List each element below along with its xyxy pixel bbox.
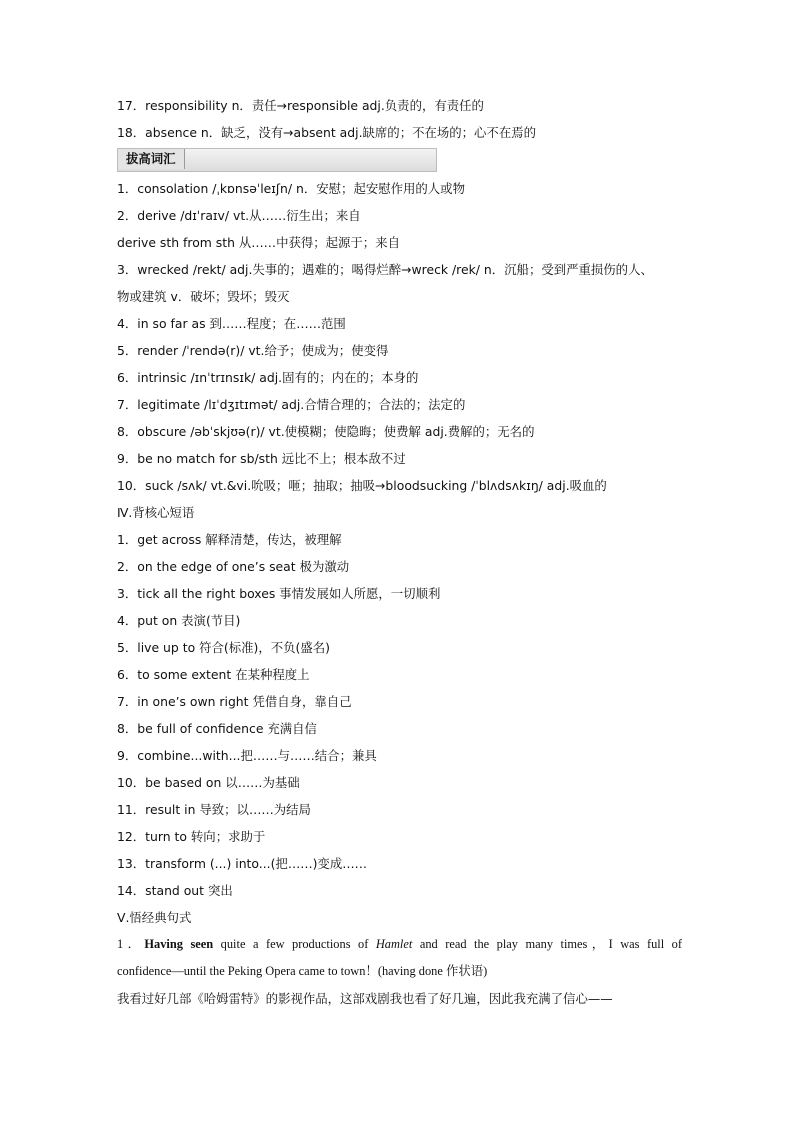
phrase-line: 2．on the edge of one’s seat 极为激动 (117, 559, 350, 574)
vocab-line: 2．derive /dɪˈraɪv/ vt.从……衍生出；来自 (117, 208, 361, 223)
phrase-line: 6．to some extent 在某种程度上 (117, 667, 310, 682)
vocab-line: 3．wrecked /rekt/ adj.失事的；遇难的；喝得烂醉→wreck /rek/ n．沉船；受到严重损伤的人、 (117, 262, 653, 277)
phrase-line: 14．stand out 突出 (117, 883, 233, 898)
vocab-line: 7．legitimate /lɪˈdʒɪtɪmət/ adj.合情合理的；合法的；法定的 (117, 397, 466, 412)
vocab-line: 5．render /ˈrendə(r)/ vt.给予；使成为；使变得 (117, 343, 389, 358)
section-title: Ⅳ.背核心短语 (117, 505, 195, 520)
phrase-line: 9．combine...with...把……与……结合；兼具 (117, 748, 377, 763)
section-heading-box (117, 148, 437, 172)
vocab-line: 4．in so far as 到……程度；在……范围 (117, 316, 346, 331)
example-sentence-line-2: confidence—until the Peking Opera came to town！(having done 作状语) (117, 964, 488, 978)
phrase-line: 12．turn to 转向；求助于 (117, 829, 266, 844)
vocab-line: 17．responsibility n．责任→responsible adj.负责的，有责任的 (117, 98, 484, 113)
sentence-italic-title: Hamlet (375, 937, 413, 951)
vocab-line: 9．be no match for sb/sth 远比不上；根本敌不过 (117, 451, 406, 466)
phrase-line: 4．put on 表演(节目) (117, 613, 241, 628)
section-title: Ⅴ.悟经典句式 (117, 910, 192, 925)
phrase-line: 1．get across 解释清楚，传达，被理解 (117, 532, 342, 547)
phrase-line: 5．live up to 符合(标准)，不负(盛名) (117, 640, 330, 655)
phrase-line: 11．result in 导致；以……为结局 (117, 802, 311, 817)
vocab-line: 1．consolation /ˌkɒnsəˈleɪʃn/ n．安慰；起安慰作用的人或物 (117, 181, 465, 196)
vocab-line: 8．obscure /əbˈskjʊə(r)/ vt.使模糊；使隐晦；使费解 adj.费解的；无名的 (117, 424, 535, 439)
phrase-line: 10．be based on 以……为基础 (117, 775, 300, 790)
sentence-text: and read the play many times，I was full of (412, 937, 682, 951)
vocab-line: 6．intrinsic /ɪnˈtrɪnsɪk/ adj.固有的；内在的；本身的 (117, 370, 419, 385)
sentence-number: 1． (117, 937, 145, 951)
vocab-line: 10．suck /sʌk/ vt.&vi.吮吸；咂；抽取；抽吸→bloodsucking /ˈblʌdsʌkɪŋ/ adj.吸血的 (117, 478, 607, 493)
phrase-line: 7．in one’s own right 凭借自身，靠自己 (117, 694, 352, 709)
phrase-line: 13．transform (...) into...(把……)变成…… (117, 856, 367, 871)
sentence-translation: 我看过好几部《哈姆雷特》的影视作品，这部戏剧我也看了好几遍，因此我充满了信心—— (117, 991, 613, 1006)
vocab-line: derive sth from sth 从……中获得；起源于；来自 (117, 235, 400, 250)
phrase-line: 8．be full of confidence 充满自信 (117, 721, 317, 736)
phrase-line: 3．tick all the right boxes 事情发展如人所愿，一切顺利 (117, 586, 441, 601)
vocab-line: 物或建筑 v．破坏；毁坏；毁灭 (117, 289, 290, 304)
example-sentence-line-1 (117, 931, 682, 958)
sentence-bold-phrase: Having seen (144, 937, 214, 951)
section-heading-label: 拔高词汇 (118, 149, 185, 169)
sentence-text: quite a few productions of (213, 937, 376, 951)
vocab-line: 18．absence n．缺乏，没有→absent adj.缺席的；不在场的；心不在焉的 (117, 125, 536, 140)
document-page (117, 92, 682, 1012)
